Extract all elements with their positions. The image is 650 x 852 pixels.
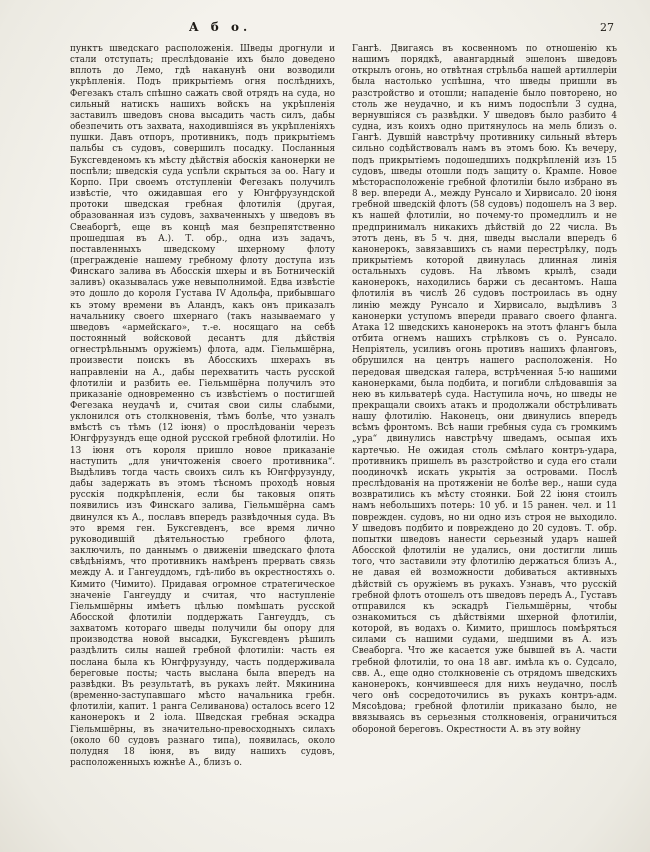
running-head-title: А б о. <box>188 20 252 34</box>
page-number: 27 <box>600 21 614 34</box>
text-column-left: пунктъ шведскаго расположенія. Шведы дрогнули и стали отступать; преслѣдованіе ихъ было доведено вплоть до Лемо, гдѣ наканунѣ они возводили укрѣпленія. Подъ прикрытіемъ огня послѣднихъ, Фегезакъ сталъ спѣшно сажать свой отрядъ на суда, но сильный натискъ нашихъ войскъ на укрѣпленія заставилъ шведовъ снова высадить часть силъ, дабы обезпечить отъ захвата, находившіяся въ укрѣпленіяхъ пушки. Давъ отпоръ, противникъ, подъ прикрытіемъ пальбы съ судовъ, совершилъ посадку. Посланныя Буксгевденомъ къ мѣсту дѣйствія абоскія канонерки не поспѣли; шведскія суда успѣли скрыться за оо. Нагу и Корпо. При своемъ отступленіи Фегезакъ получилъ извѣстіе, что ожидавшая его у Юнгфрузундской протоки шведская гребная флотилія (другая, образованная изъ судовъ, захваченныхъ у шведовъ въ Свеаборгѣ, еще въ концѣ мая безпрепятственно прошедшая въ А.). Т. обр., одна изъ задачъ, поставленныхъ шведскому шхерному флоту (прегражденіе нашему гребному флоту доступа изъ Финскаго залива въ Абосскія шхеры и въ Ботническій заливъ) оказывалась уже невыполнимой. Едва извѣстіе это дошло до короля Густава IV Адольфа, прибывшаго къ этому времени въ Аландъ, какъ онъ приказалъ начальнику своего шхернаго (такъ называемаго у шведовъ «армейскаго», т.-е. носящаго на себѣ постоянный войсковой десантъ для дѣйствія огнестрѣльнымъ оружіемъ) флота, адм. Гіельмшёрна, произвести поискъ въ Абосскихъ шхерахъ въ направленіи на А., дабы перехватить часть русской флотиліи и разбить ее. Гіельмшёрна получилъ это приказаніе одновременно съ извѣстіемъ о постигшей Фегезака неудачѣ и, считая свои силы слабыми, уклонился отъ столкновенія, тѣмъ болѣе, что узналъ вмѣстѣ съ тѣмъ (12 іюня) о прослѣдованіи черезъ Юнгфрузундъ еще одной русской гребной флотиліи. Но 13 іюня отъ короля пришло новое приказаніе наступить „для уничтоженія своего противника“. Выдѣливъ тогда часть своихъ силъ къ Юнгфрузунду, дабы задержать въ этомъ тѣсномъ проходѣ новыя русскія подкрѣпленія, если бы таковыя опять появились изъ Финскаго залива, Гіельмшёрна самъ двинулся къ А., пославъ впередъ развѣдочныя суда. Въ это время ген. Буксгевденъ, все время лично руководившій дѣятельностью гребного флота, заключилъ, по даннымъ о движеніи шведскаго флота свѣдѣніямъ, что противникъ намѣренъ прервать связь между А. и Гангеуддомъ, гдѣ-либо въ окрестностяхъ о. Кимито (Чимито). Придавая огромное стратегическое значеніе Гангеудду и считая, что наступленіе Гіельмшёрны имѣетъ цѣлью помѣшать русской Абосской флотиліи поддержать Гангеуддъ, съ захватомъ котораго шведы получили бы опору для производства новой высадки, Буксгевденъ рѣшилъ раздѣлить силы нашей гребной флотиліи: часть ея послана была къ Юнгфрузунду, часть поддерживала береговые посты; часть выслана была впередъ на развѣдки. Въ результатѣ, въ рукахъ лейт. Мякинина (временно-заступавшаго мѣсто начальника гребн. флотиліи, капит. 1 ранга Селиванова) осталось всего 12 канонерокъ и 2 іола. Шведская гребная эскадра Гіельмшёрны, въ значительно-превосходныхъ силахъ (около 60 судовъ разнаго типа), появилась, около полудня 18 іюня, въ виду нашихъ судовъ, расположенныхъ южнѣе А., близъ о. <box>70 44 335 768</box>
page-header <box>0 20 650 38</box>
text-columns <box>70 44 618 844</box>
text-column-right: Гангѣ. Двигаясь въ косвенномъ по отношенію къ нашимъ порядкѣ, авангардный эшелонъ шведовъ открылъ огонь, но отвѣтная стрѣльба нашей артиллеріи была настолько успѣшна, что шведы пришли въ разстройство и отошли; нападеніе было повторено, но столь же неудачно, и къ нимъ подоспѣли 3 судна, вернувшіяся съ развѣдки. У шведовъ было разбито 4 судна, изъ коихъ одно притянулось на мель близъ о. Гангѣ. Дувшій навстрѣчу противнику сильный вѣтеръ сильно содѣйствовалъ намъ въ этомъ бою. Къ вечеру, подъ прикрытіемъ подошедшихъ подкрѣпленій изъ 15 судовъ, шведы отошли подъ защиту о. Крампе. Новое мѣсторасположеніе гребной флотиліи было избрано въ 8 вер. впереди А., между Рунсало и Хирвисало. 20 іюня гребной шведскій флотъ (58 судовъ) подошелъ на 3 вер. къ нашей флотиліи, но почему-то промедлилъ и не предпринималъ никакихъ дѣйствій до 22 числа. Въ этотъ день, въ 5 ч. дня, шведы выслали впередъ 6 канонерокъ, завязавшихъ съ нами перестрѣлку, подъ прикрытіемъ которой двинулась длинная линія остальныхъ судовъ. На лѣвомъ крылѣ, сзади канонерокъ, находились баржи съ десантомъ. Наша флотилія въ числѣ 26 судовъ построилась въ одну линію между Рунсало и Хирвисало, выдѣливъ 3 канонерки уступомъ впереди праваго своего фланга. Атака 12 шведскихъ канонерокъ на этотъ флангъ была отбита огнемъ нашихъ стрѣлковъ съ о. Рунсало. Непріятель, усиливъ огонь противъ нашихъ фланговъ, обрушился на центръ нашего расположенія. Но передовая шведская галера, встрѣченная 5-ю нашими канонерками, была подбита, и погибли слѣдовавшія за нею въ кильватерѣ суда. Наступила ночь, но шведы не прекращали своихъ атакъ и продолжали обстрѣливать нашу флотилію. Наконецъ, они двинулись впередъ всѣмъ фронтомъ. Всѣ наши гребныя суда съ громкимъ „ура“ двинулись навстрѣчу шведамъ, осыпая ихъ картечью. Не ожидая столь смѣлаго контръ-удара, противникъ пришелъ въ разстройство и суда его стали поодиночкѣ искать укрытія за островами. Послѣ преслѣдованія на протяженіи не болѣе вер., наши суда возвратились къ мѣсту стоянки. Бой 22 іюня стоилъ намъ небольшихъ потерь: 10 уб. и 15 ранен. чел. и 11 поврежден. судовъ, но ни одно изъ строя не выходило. У шведовъ подбито и повреждено до 20 судовъ. Т. обр. попытки шведовъ нанести серьезный ударъ нашей Абосской флотиліи не удались, они достигли лишь того, что заставили эту флотилію держаться близъ А., не давая ей возможности добиваться активныхъ дѣйствій съ оружіемъ въ рукахъ. Узнавъ, что русскій гребной флотъ отошелъ отъ шведовъ передъ А., Густавъ отправился къ эскадрѣ Гіельмшёрны, чтобы ознакомиться съ дѣйствіями шхерной флотиліи, которой, въ водахъ о. Кимито, пришлось помѣряться силами съ нашими судами, шедшими въ А. изъ Свеаборга. Что же касается уже бывшей въ А. части гребной флотиліи, то она 18 авг. имѣла къ о. Судсало, свв. А., еще одно столкновеніе съ отрядомъ шведскихъ канонерокъ, кончившееся для нихъ неудачно, послѣ чего онѣ сосредоточились въ рукахъ контръ-адм. Мясоѣдова; гребной флотиліи приказано было, не ввязываясь въ серьезныя столкновенія, ограничиться обороной береговъ. Окрестности А. въ эту войну <box>352 44 617 735</box>
